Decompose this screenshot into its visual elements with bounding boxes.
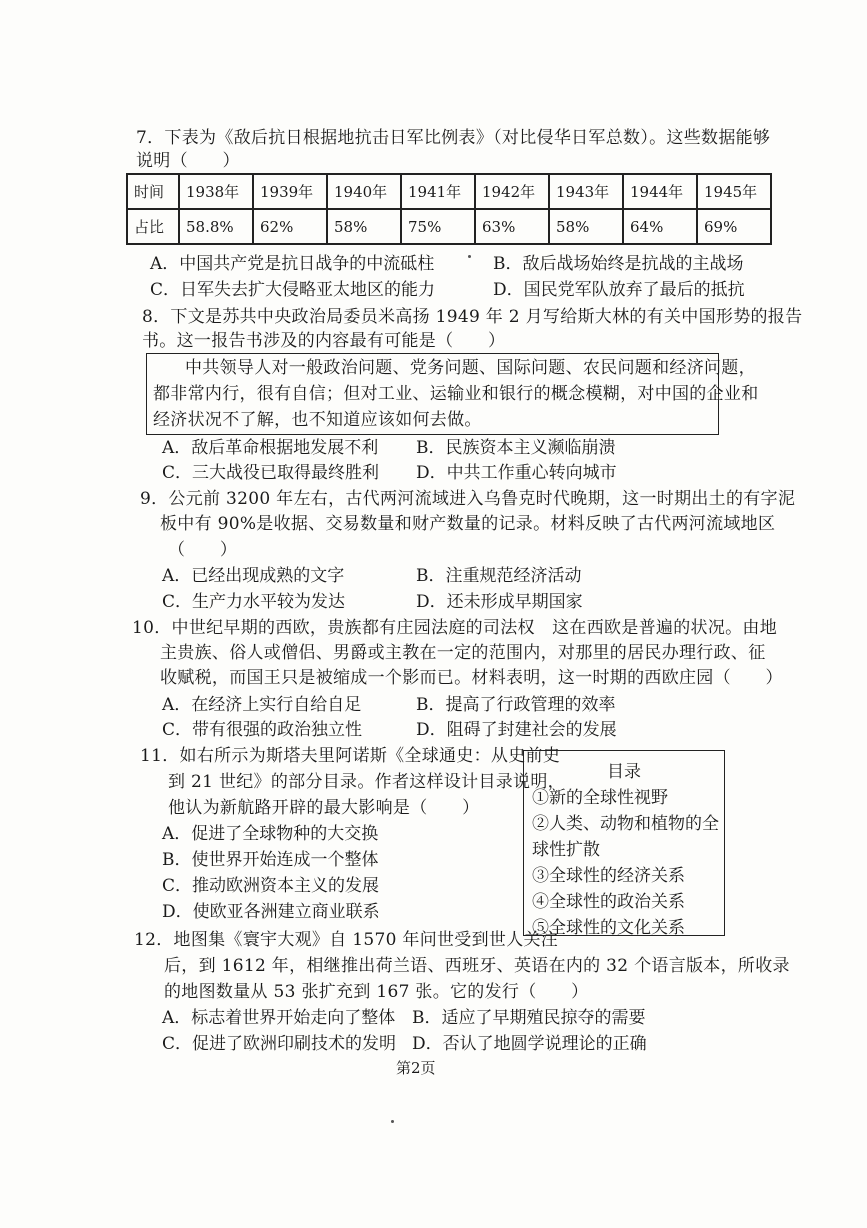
q10-stem-line1: 10．中世纪早期的西欧，贵族都有庄园法庭的司法权 这在西欧是普遍的状况。由地: [132, 618, 778, 638]
q9-option-d: D．还未形成早期国家: [416, 592, 583, 612]
q9-option-c: C．生产力水平较为发达: [162, 592, 346, 612]
toc-item: ③全球性的经济关系: [532, 866, 685, 886]
table-cell: 64%: [623, 209, 697, 244]
q7-data-table: [126, 173, 772, 245]
scan-speck: [468, 255, 471, 258]
q10-option-c: C．带有很强的政治独立性: [162, 720, 363, 740]
q10-option-a: A．在经济上实行自给自足: [162, 695, 362, 715]
toc-item: ②人类、动物和植物的全: [532, 814, 719, 834]
q11-stem-line3: 他认为新航路开辟的最大影响是（ ）: [168, 798, 480, 818]
q8-option-a: A．敌后革命根据地发展不利: [162, 438, 379, 458]
q10-option-d: D．阻碍了封建社会的发展: [416, 720, 617, 740]
q8-source-line2: 都非常内行，很有自信；但对工业、运输业和银行的概念模糊，对中国的企业和: [153, 384, 759, 404]
table-cell: 1940年: [327, 174, 401, 209]
q10-stem-line2: 主贵族、俗人或僧侣、男爵或主教在一定的范围内，对那里的居民办理行政、征: [160, 643, 766, 663]
q11-table-of-contents: [523, 750, 725, 936]
q9-option-b: B．注重规范经济活动: [416, 566, 582, 586]
table-cell: 1938年: [179, 174, 253, 209]
q12-option-b: B．适应了早期殖民掠夺的需要: [412, 1008, 646, 1028]
q7-option-a: A．中国共产党是抗日战争的中流砥柱: [150, 254, 435, 274]
q11-option-d: D．使欧亚各洲建立商业联系: [162, 902, 380, 922]
q12-option-a: A．标志着世界开始走向了整体: [162, 1008, 396, 1028]
q7-stem-line2: 说明（ ）: [136, 151, 240, 171]
q12-stem-line2: 后，到 1612 年，相继推出荷兰语、西班牙、英语在内的 32 个语言版本，所收录: [164, 956, 790, 976]
table-cell: 时间: [127, 174, 179, 209]
table-cell: 1941年: [401, 174, 475, 209]
q11-option-b: B．使世界开始连成一个整体: [162, 850, 379, 870]
table-cell: 69%: [697, 209, 771, 244]
toc-item: ①新的全球性视野: [532, 788, 668, 808]
page-number: 第2页: [396, 1059, 436, 1077]
q10-stem-line3: 收赋税，而国王只是被缩成一个影而已。材料表明，这一时期的西欧庄园（ ）: [160, 668, 783, 688]
q9-stem-line3: （ ）: [168, 540, 238, 560]
table-cell: 75%: [401, 209, 475, 244]
toc-item: ⑤全球性的文化关系: [532, 918, 685, 938]
q7-stem-line1: 7．下表为《敌后抗日根据地抗击日军比例表》（对比侵华日军总数）。这些数据能够: [136, 128, 771, 148]
table-cell: 1945年: [697, 174, 771, 209]
q12-option-c: C．促进了欧洲印刷技术的发明: [162, 1034, 397, 1054]
q8-stem-line1: 8．下文是苏共中央政治局委员米高扬 1949 年 2 月写给斯大林的有关中国形势的报告: [142, 307, 803, 327]
q8-source-line1: 中共领导人对一般政治问题、党务问题、国际问题、农民问题和经济问题，: [185, 358, 756, 378]
q12-option-d: D．否认了地圆学说理论的正确: [412, 1034, 647, 1054]
table-cell: 63%: [475, 209, 549, 244]
q8-stem-line2: 书。这一报告书涉及的内容最有可能是（ ）: [142, 331, 506, 351]
table-cell: 1944年: [623, 174, 697, 209]
q8-source-box: [146, 353, 759, 435]
table-cell: 58.8%: [179, 209, 253, 244]
scan-speck: [391, 1120, 394, 1123]
q8-option-d: D．中共工作重心转向城市: [416, 463, 617, 483]
q8-option-c: C．三大战役已取得最终胜利: [162, 463, 380, 483]
q12-stem-line3: 的地图数量从 53 张扩充到 167 张。它的发行（ ）: [164, 982, 589, 1002]
q8-option-b: B．民族资本主义濒临崩溃: [416, 438, 616, 458]
q7-option-b: B．敌后战场始终是抗战的主战场: [493, 254, 744, 274]
q7-option-d: D．国民党军队放弃了最后的抵抗: [493, 280, 745, 300]
table-cell: 1939年: [253, 174, 327, 209]
toc-item: 球性扩散: [532, 840, 600, 860]
q9-stem-line2: 板中有 90%是收据、交易数量和财产数量的记录。材料反映了古代两河流域地区: [160, 514, 776, 534]
q11-option-c: C．推动欧洲资本主义的发展: [162, 876, 380, 896]
table-cell: 1942年: [475, 174, 549, 209]
q7-option-c: C．日军失去扩大侵略亚太地区的能力: [150, 280, 436, 300]
table-cell: 58%: [327, 209, 401, 244]
q12-stem-line1: 12．地图集《寰宇大观》自 1570 年问世受到世人关注: [134, 930, 559, 950]
toc-item: ④全球性的政治关系: [532, 892, 685, 912]
toc-title: 目录: [607, 762, 641, 782]
q11-stem-line2: 到 21 世纪》的部分目录。作者这样设计目录说明，: [168, 772, 565, 792]
table-cell: 58%: [549, 209, 623, 244]
table-cell: 占比: [127, 209, 179, 244]
table-cell: 62%: [253, 209, 327, 244]
table-row: [127, 209, 771, 244]
table-row: [127, 174, 771, 209]
table-cell: 1943年: [549, 174, 623, 209]
q9-option-a: A．已经出现成熟的文字: [162, 566, 345, 586]
q8-source-line3: 经济状况不了解，也不知道应该如何去做。: [153, 410, 482, 430]
q10-option-b: B．提高了行政管理的效率: [416, 695, 616, 715]
q11-stem-line1: 11．如右所示为斯塔夫里阿诺斯《全球通史：从史前史: [140, 746, 561, 766]
q9-stem-line1: 9．公元前 3200 年左右，古代两河流域进入乌鲁克时代晚期，这一时期出土的有字泥: [140, 489, 796, 509]
q11-option-a: A．促进了全球物种的大交换: [162, 824, 379, 844]
